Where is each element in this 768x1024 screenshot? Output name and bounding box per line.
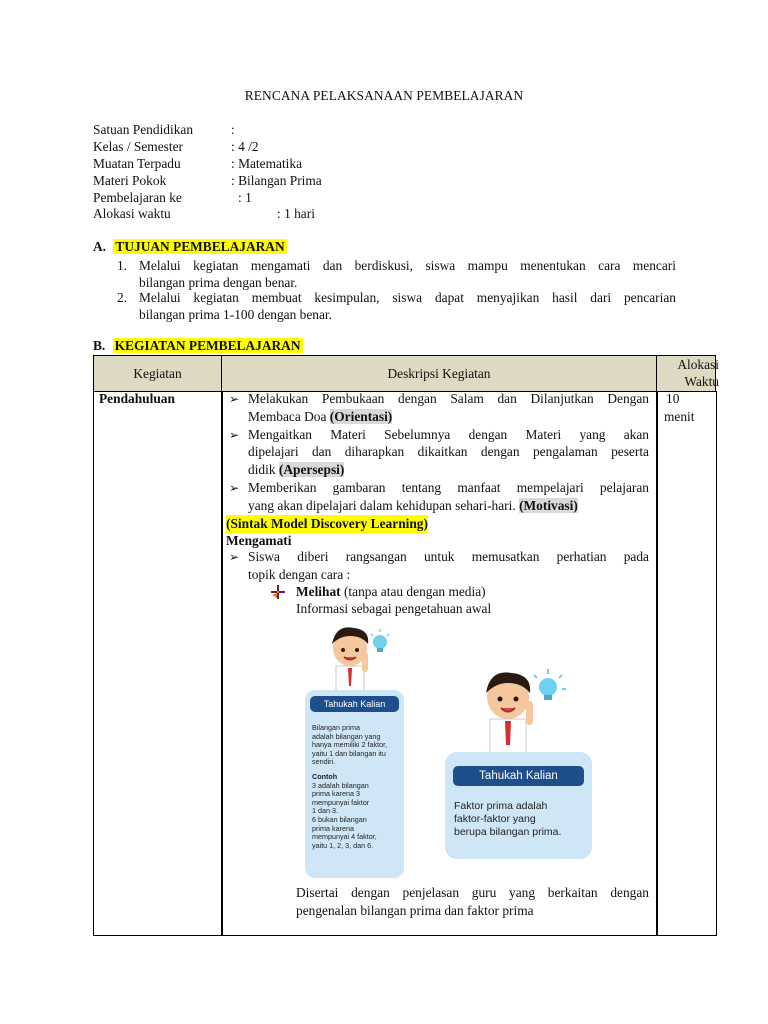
info-card-right bbox=[445, 752, 592, 859]
section-title: TUJUAN PEMBELAJARAN bbox=[115, 239, 285, 254]
section-letter: B. bbox=[93, 338, 106, 353]
activity-text: didik bbox=[248, 462, 279, 477]
activity-line: topik dengan cara : bbox=[248, 567, 351, 582]
card-line: mempunyai 4 faktor, bbox=[312, 832, 377, 842]
card-line: adalah bilangan yang bbox=[312, 731, 381, 741]
activity-tag: (Orientasi) bbox=[329, 409, 393, 424]
closing-line: pengenalan bilangan prima dan faktor prima bbox=[296, 903, 534, 918]
activity-line: dipelajari dan diharapkan dikaitkan dengan pengalaman peserta bbox=[248, 444, 649, 459]
objective-number: 2. bbox=[117, 290, 128, 305]
section-a-heading bbox=[93, 239, 287, 255]
identity-value: : 4 /2 bbox=[231, 139, 259, 154]
identity-value: : Matematika bbox=[231, 156, 303, 171]
activity-line: Siswa diberi rangsangan untuk memusatkan perhatian pada bbox=[248, 549, 649, 564]
header-label: Deskripsi Kegiatan bbox=[387, 366, 491, 381]
activity-tag: (Apersepsi) bbox=[278, 462, 345, 477]
section-b-heading bbox=[93, 338, 303, 354]
header-label: Kegiatan bbox=[133, 366, 182, 381]
closing-line: Disertai dengan penjelasan guru yang berkaitan dengan bbox=[296, 885, 649, 900]
activity-text: yang akan dipelajari dalam kehidupan sehari-hari. bbox=[248, 498, 520, 513]
card-line: 3 adalah bilangan bbox=[312, 780, 369, 790]
identity-value: : 1 hari bbox=[277, 206, 315, 221]
objective-line: bilangan prima dengan benar. bbox=[139, 275, 298, 290]
identity-value: : bbox=[231, 122, 235, 137]
header-cell-kegiatan bbox=[93, 355, 222, 392]
arrow-bullet-icon: ➢ bbox=[229, 550, 240, 564]
header-cell-alokasi bbox=[656, 355, 719, 392]
header-label: Alokasi bbox=[677, 357, 719, 372]
header-cell-deskripsi bbox=[221, 355, 657, 392]
card-line: yaitu 1, 2, 3, dan 6. bbox=[312, 840, 374, 850]
card-line: Faktor prima adalah bbox=[454, 800, 548, 812]
melihat-bold: Melihat bbox=[296, 584, 341, 599]
card-line: sendiri. bbox=[312, 757, 336, 767]
section-title: KEGIATAN PEMBELAJARAN bbox=[114, 338, 301, 353]
identity-label: Materi Pokok bbox=[93, 173, 167, 188]
arrow-bullet-icon: ➢ bbox=[229, 392, 240, 406]
identity-label: Muatan Terpadu bbox=[93, 156, 181, 171]
boy-character-right-image bbox=[470, 665, 570, 757]
card-line: 1 dan 3. bbox=[312, 806, 338, 816]
info-card-left bbox=[305, 690, 404, 878]
card-line: prima karena 3 bbox=[312, 789, 360, 799]
activity-line bbox=[248, 461, 344, 479]
identity-label: Pembelajaran ke bbox=[93, 190, 182, 205]
info-line: Informasi sebagai pengetahuan awal bbox=[296, 601, 492, 616]
section-letter: A. bbox=[93, 239, 107, 254]
card-line: Bilangan prima bbox=[312, 723, 360, 732]
identity-label: Kelas / Semester bbox=[93, 139, 183, 154]
card-heading: Tahukah Kalian bbox=[453, 766, 584, 786]
identity-label: Alokasi waktu bbox=[93, 206, 171, 221]
page-title: RENCANA PELAKSANAAN PEMBELAJARAN bbox=[244, 88, 524, 103]
activity-line bbox=[248, 497, 578, 515]
card-line: yaitu 1 dan bilangan itu bbox=[312, 748, 386, 758]
time-unit: menit bbox=[664, 409, 695, 424]
card-line: 6 bukan bilangan bbox=[312, 814, 367, 824]
objective-number: 1. bbox=[117, 258, 128, 273]
activity-text: Membaca Doa bbox=[248, 409, 330, 424]
body-cell-alokasi bbox=[656, 391, 717, 936]
objective-line: bilangan prima 1-100 dengan benar. bbox=[139, 307, 332, 322]
card-text bbox=[312, 724, 402, 850]
activity-line: Mengaitkan Materi Sebelumnya dengan Materi yang akan bbox=[248, 427, 649, 442]
card-line: faktor-faktor yang bbox=[454, 813, 536, 825]
body-cell-kegiatan bbox=[93, 391, 223, 936]
card-heading: Tahukah Kalian bbox=[310, 696, 399, 712]
card-line: prima karena bbox=[312, 823, 354, 833]
objective-line: Melalui kegiatan membuat kesimpulan, siswa dapat menyajikan hasil dari pencarian bbox=[139, 290, 676, 305]
card-line: hanya memiliki 2 faktor, bbox=[312, 740, 388, 750]
activity-line: Melakukan Pembukaan dengan Salam dan Dilanjutkan Dengan bbox=[248, 391, 649, 406]
identity-value: : Bilangan Prima bbox=[231, 173, 322, 188]
card-line: mempunyai faktor bbox=[312, 797, 370, 807]
phase-label: Pendahuluan bbox=[99, 391, 175, 406]
card-line: berupa bilangan prima. bbox=[454, 826, 562, 838]
identity-value: : 1 bbox=[238, 190, 252, 205]
boy-character-left-image bbox=[318, 622, 394, 694]
plus-bullet-icon bbox=[271, 585, 285, 599]
card-text bbox=[454, 800, 590, 839]
identity-label: Satuan Pendidikan bbox=[93, 122, 194, 137]
mengamati-label: Mengamati bbox=[226, 533, 292, 548]
activity-line bbox=[248, 408, 392, 426]
activity-tag: (Motivasi) bbox=[519, 498, 578, 513]
arrow-bullet-icon: ➢ bbox=[229, 481, 240, 495]
model-label: (Sintak Model Discovery Learning) bbox=[226, 516, 428, 531]
melihat-rest: (tanpa atau dengan media) bbox=[340, 584, 486, 599]
time-value: 10 bbox=[666, 391, 680, 406]
objective-line: Melalui kegiatan mengamati dan berdiskusi, siswa mampu menentukan cara mencari bbox=[139, 258, 676, 273]
header-label: Waktu bbox=[684, 374, 719, 389]
arrow-bullet-icon: ➢ bbox=[229, 428, 240, 442]
card-contoh: Contoh bbox=[312, 771, 338, 781]
activity-line: Memberikan gambaran tentang manfaat mempelajari pelajaran bbox=[248, 480, 649, 495]
melihat-line bbox=[296, 583, 486, 601]
